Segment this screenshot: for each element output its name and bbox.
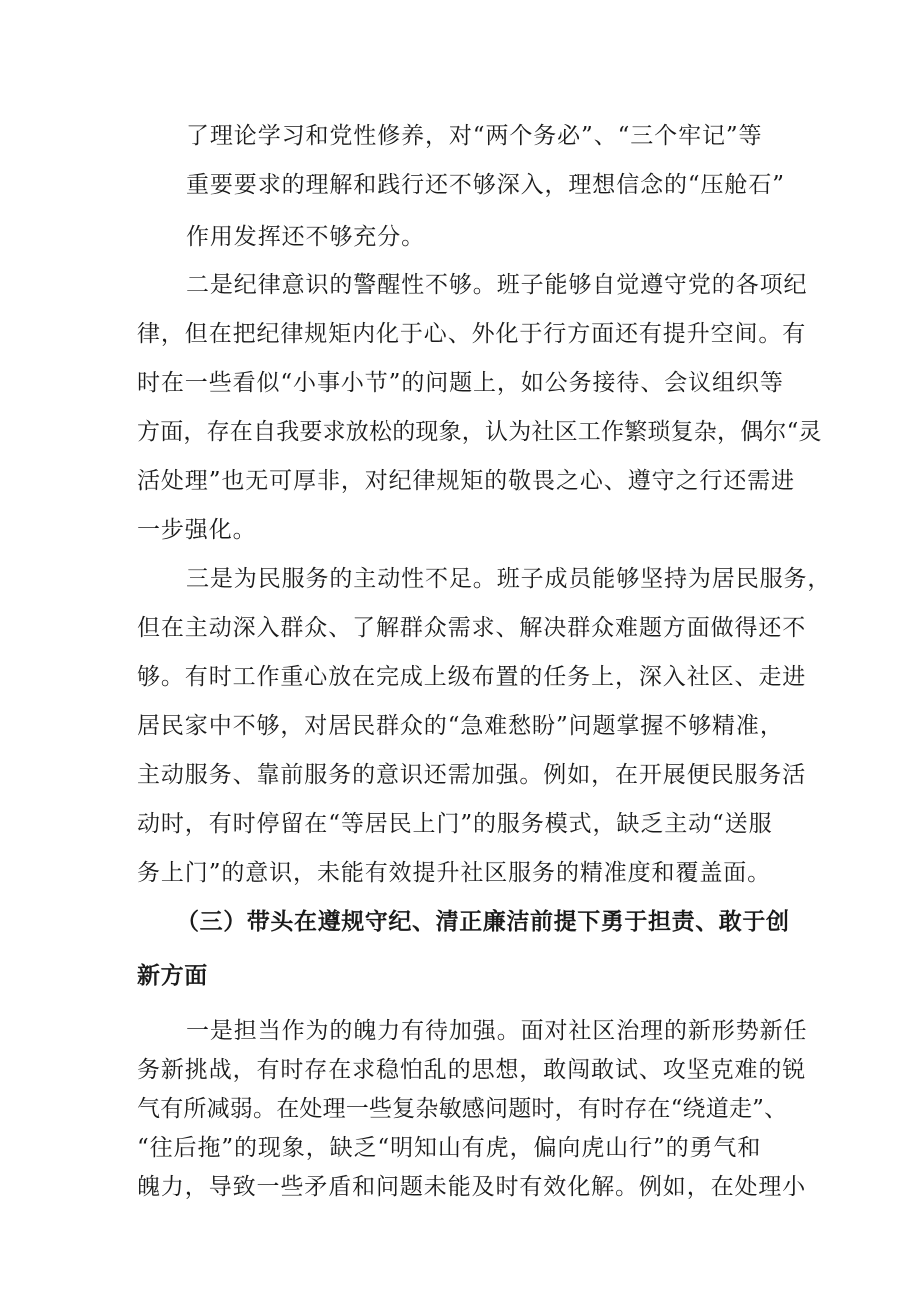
text-line: 动时，有时停留在“等居民上门”的服务模式，缺乏主动“送服	[137, 811, 773, 837]
text-line: 方面，存在自我要求放松的现象，认为社区工作繁琐复杂，偶尔“灵	[137, 419, 822, 445]
section-heading: （三）带头在遵规守纪、清正廉洁前提下勇于担责、敢于创	[176, 909, 790, 935]
text-line: 务新挑战，有时存在求稳怕乱的思想，敢闯敢试、攻坚克难的锐	[137, 1057, 807, 1083]
text-line: 三是为民服务的主动性不足。班子成员能够坚持为居民服务，	[186, 566, 832, 592]
text-line: 魄力，导致一些矛盾和问题未能及时有效化解。例如，在处理小	[137, 1174, 807, 1200]
text-line: 二是纪律意识的警醒性不够。班子能够自觉遵守党的各项纪	[186, 272, 808, 298]
text-line: 够。有时工作重心放在完成上级布置的任务上，深入社区、走进	[137, 664, 807, 690]
text-line: 律，但在把纪律规矩内化于心、外化于行方面还有提升空间。有	[137, 321, 807, 347]
text-line: 务上门”的意识，未能有效提升社区服务的精准度和覆盖面。	[137, 860, 772, 886]
text-line: 重要要求的理解和践行还不够深入，理想信念的“压舱石”	[186, 172, 785, 198]
text-line: 主动服务、靠前服务的意识还需加强。例如，在开展便民服务活	[137, 762, 807, 788]
text-line: 作用发挥还不够充分。	[186, 224, 425, 250]
text-line: 居民家中不够，对居民群众的“急难愁盼”问题掌握不够精准，	[137, 713, 784, 739]
text-line: 但在主动深入群众、了解群众需求、解决群众难题方面做得还不	[137, 615, 807, 641]
section-heading: 新方面	[137, 963, 208, 989]
text-line: 一步强化。	[137, 517, 257, 543]
text-line: 了理论学习和党性修养，对“两个务必”、“三个牢记”等	[186, 123, 763, 149]
text-line: 一是担当作为的魄力有待加强。面对社区治理的新形势新任	[186, 1018, 808, 1044]
text-line: 气有所减弱。在处理一些复杂敏感问题时，有时存在“绕道走”、	[137, 1096, 788, 1122]
text-line: 活处理”也无可厚非，对纪律规矩的敬畏之心、遵守之行还需进	[137, 468, 795, 494]
text-line: “往后拖”的现象，缺乏“明知山有虎，偏向虎山行”的勇气和	[137, 1135, 762, 1161]
text-line: 时在一些看似“小事小节”的问题上，如公务接待、会议组织等	[137, 370, 784, 396]
